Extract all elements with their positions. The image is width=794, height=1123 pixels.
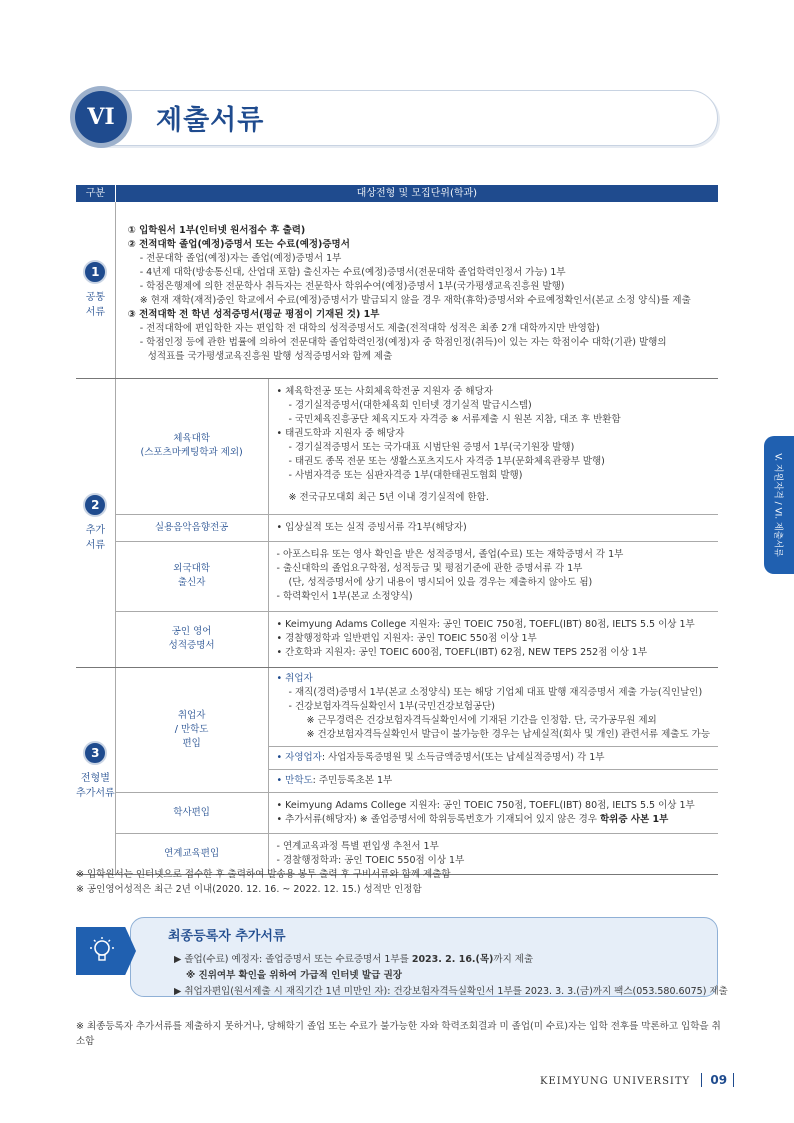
list-item: • 체육학전공 또는 사회체육학전공 지원자 중 해당자 xyxy=(276,385,493,397)
employee-section xyxy=(269,668,718,747)
chapter-side-tab[interactable] xyxy=(764,436,794,574)
side-tab-label: V. 지원자격 / VI. 제출서류 xyxy=(772,453,783,557)
final-line: ※ 진위여부 확인을 위하여 가급적 인터넷 발급 권장 xyxy=(186,970,402,981)
section-number-badge xyxy=(70,86,132,148)
table-notes xyxy=(76,867,451,897)
category-bytype xyxy=(76,667,115,874)
category-number-badge: 3 xyxy=(83,741,107,765)
sub-category-label: 외국대학 출신자 xyxy=(115,541,268,611)
foreign-docs-content xyxy=(268,541,718,611)
note-line: ※ 입학원서는 인터넷으로 접수한 후 출력하여 발송용 봉투 출력 후 구비서류와 함께 제출함 xyxy=(76,869,451,880)
col-header-category: 구분 xyxy=(76,185,115,202)
lightbulb-icon-svg xyxy=(89,936,115,966)
list-item: • 태권도학과 지원자 중 해당자 xyxy=(276,427,405,439)
list-item: - 건강보험자격득실확인서 1부(국민건강보험공단) xyxy=(288,700,495,712)
english-docs-content xyxy=(268,611,718,667)
list-item: : 주민등록초본 1부 xyxy=(312,774,393,786)
list-item-emphasis: 학위증 사본 1부 xyxy=(599,813,669,825)
sub-category-label: 연계교육편입 xyxy=(115,833,268,874)
category-label: 전형별 추가서류 xyxy=(76,772,115,799)
list-item: - 경기실적증명서 또는 국가대표 시범단원 증명서 1부(국기원장 발행) xyxy=(288,441,575,453)
table-header-row xyxy=(76,185,718,202)
page-title: 제출서류 xyxy=(156,105,265,136)
sub-category-label: 실용음악음향전공 xyxy=(115,514,268,541)
category-additional xyxy=(76,378,115,667)
final-registrants-box xyxy=(76,917,728,997)
list-item: ② 전적대학 졸업(예정)증명서 또는 수료(예정)증명서 xyxy=(127,239,350,250)
page-footer xyxy=(540,1073,734,1087)
category-number-badge: 2 xyxy=(83,493,107,517)
list-item: : 사업자등록증명원 및 소득금액증명서(또는 납세실적증명서) 각 1부 xyxy=(321,751,605,763)
list-item: 성적표를 국가평생교육진흥원 발행 성적증명서와 함께 제출 xyxy=(147,351,393,362)
col-header-content: 대상전형 및 모집단위(학과) xyxy=(115,185,718,202)
list-item: - 학력확인서 1부(본교 소정양식) xyxy=(276,590,413,602)
list-item: - 학점인정 등에 관한 법률에 의하여 전문대학 졸업학력인정(예정)자 중 학점인정(취득)이 있는 자는 학점이수 대학(기관) 발행의 xyxy=(139,337,667,348)
list-item: - 연계교육과정 특별 편입생 추천서 1부 xyxy=(276,840,439,852)
list-item-head: • 자영업자 xyxy=(276,751,322,763)
page-number: 09 xyxy=(701,1073,734,1087)
list-item: - 학점은행제에 의한 전문학사 취득자는 전문학사 학위수여(예정)증명서 1부(국가평생교육진흥원 발행) xyxy=(139,281,565,292)
additional-row-sports xyxy=(76,378,718,514)
list-item: - 태권도 종목 전문 또는 생활스포츠지도사 자격증 1부(문화체육관광부 발행) xyxy=(288,455,605,467)
additional-row-music xyxy=(76,514,718,541)
list-item: • 취업자 xyxy=(276,672,313,684)
note-line: ※ 공인영어성적은 최근 2년 이내(2020. 12. 16. ~ 2022. 12. 15.) 성적만 인정함 xyxy=(76,884,422,895)
bytype-row-bachelor xyxy=(76,792,718,833)
list-item: - 재직(경력)증명서 1부(본교 소정양식) 또는 해당 기업체 대표 발행 재직증명서 제출 가능(직인날인) xyxy=(288,686,703,698)
list-item-head: • 만학도 xyxy=(276,774,313,786)
music-docs-content xyxy=(268,514,718,541)
final-deadline: 2023. 2. 16.(목) xyxy=(411,954,494,965)
list-item: - 경찰행정학과: 공인 TOEIC 550점 이상 1부 xyxy=(276,854,465,866)
list-item: ※ 현재 재학(재적)중인 학교에서 수료(예정)증명서가 발급되지 않을 경우 재학(휴학)증명서와 수료예정확인서(본교 소정 양식)를 제출 xyxy=(139,295,691,306)
common-docs-row xyxy=(76,202,718,378)
final-line xyxy=(174,951,533,965)
footer-university: KEIMYUNG UNIVERSITY xyxy=(540,1076,691,1087)
category-common xyxy=(76,202,115,378)
final-line: ▶ 취업자편입(원서제출 시 재직기간 1년 미만인 자): 건강보험자격득실확인서 1부를 2023. 3. 3.(금)까지 팩스(053.580.6075) 제출 xyxy=(174,986,728,997)
sub-category-label: 공인 영어 성적증명서 xyxy=(115,611,268,667)
late-learner-section xyxy=(269,770,718,792)
sub-category-label: 학사편입 xyxy=(115,792,268,833)
list-item: - 출신대학의 졸업요구학점, 성적등급 및 평점기준에 관한 증명서류 각 1부 xyxy=(276,562,583,574)
list-item: - 4년제 대학(방송통신대, 산업대 포함) 출신자는 수료(예정)증명서(전문대학 졸업학력인정서 가능) 1부 xyxy=(139,267,566,278)
list-item: - 전적대학에 편입학한 자는 편입학 전 대학의 성적증명서도 제출(전적대학 성적은 최종 2개 대학까지만 반영함) xyxy=(139,323,600,334)
list-item: • Keimyung Adams College 지원자: 공인 TOEIC 750점, TOEFL(IBT) 80점, IELTS 5.5 이상 1부 xyxy=(276,799,695,811)
list-item: • Keimyung Adams College 지원자: 공인 TOEIC 750점, TOEFL(IBT) 80점, IELTS 5.5 이상 1부 xyxy=(276,618,695,630)
category-label: 추가 서류 xyxy=(85,524,106,551)
category-number-badge: 1 xyxy=(83,260,107,284)
list-item: - 국민체육진흥공단 체육지도자 자격증 ※ 서류제출 시 원본 지참, 대조 후 반환함 xyxy=(288,413,621,425)
list-item: • 간호학과 지원자: 공인 TOEIC 600점, TOEFL(IBT) 62점, NEW TEPS 252점 이상 1부 xyxy=(276,646,648,658)
list-item: (단, 성적증명서에 상기 내용이 명시되어 있을 경우는 제출하지 않아도 됨) xyxy=(288,576,593,588)
list-item: - 경기실적증명서(대한체육회 인터넷 경기실적 발급시스템) xyxy=(288,399,532,411)
final-line-text: ▶ 졸업(수료) 예정자: 졸업증명서 또는 수료증명서 1부를 xyxy=(174,954,412,965)
list-item: • 입상실적 또는 실적 증빙서류 각1부(해당자) xyxy=(276,521,467,533)
list-item: - 사범자격증 또는 심판자격증 1부(대한태권도협회 발행) xyxy=(288,469,523,481)
bytype-row-employed xyxy=(76,667,718,792)
section-header xyxy=(70,86,720,150)
section-roman-numeral: VI xyxy=(75,91,127,143)
sports-docs-content xyxy=(268,378,718,514)
common-docs-content xyxy=(115,202,718,378)
list-item: - 아포스티유 또는 영사 확인을 받은 성적증명서, 졸업(수료) 또는 재학증명서 각 1부 xyxy=(276,548,624,560)
list-item xyxy=(277,813,710,827)
sub-category-label: 체육대학 (스포츠마케팅학과 제외) xyxy=(115,378,268,514)
category-label: 공통 서류 xyxy=(85,291,106,318)
list-item: - 전문대학 졸업(예정)자는 졸업(예정)증명서 1부 xyxy=(139,253,342,264)
list-item: ① 입학원서 1부(인터넷 원서접수 후 출력) xyxy=(127,225,306,236)
lightbulb-icon xyxy=(76,927,136,975)
spacer xyxy=(277,483,710,491)
list-item: ※ 근무경력은 건강보험자격득실확인서에 기재된 기간을 인정함. 단, 국가공무원 제외 xyxy=(306,714,657,726)
final-title: 최종등록자 추가서류 xyxy=(168,929,286,944)
documents-table xyxy=(76,185,718,875)
bottom-note: ※ 최종등록자 추가서류를 제출하지 못하거나, 당해학기 졸업 또는 수료가 불가능한 자와 학력조회결과 미 졸업(미 수료)자는 입학 전후를 막론하고 입학을 취소함 xyxy=(76,1021,721,1047)
self-employed-section xyxy=(269,747,718,770)
list-item-text: • 추가서류(해당자) ※ 졸업증명서에 학위등록번호가 기재되어 있지 않은 경우 xyxy=(276,813,600,825)
list-item: • 경찰행정학과 일반편입 지원자: 공인 TOEIC 550점 이상 1부 xyxy=(276,632,537,644)
sub-category-label: 취업자 / 만학도 편입 xyxy=(115,667,268,792)
employed-docs-content xyxy=(268,667,718,792)
list-item: ③ 전적대학 전 학년 성적증명서(평균 평점이 기재된 것) 1부 xyxy=(127,309,380,320)
additional-row-foreign xyxy=(76,541,718,611)
bachelor-docs-content xyxy=(268,792,718,833)
final-line-text: 까지 제출 xyxy=(493,954,534,965)
additional-row-english xyxy=(76,611,718,667)
list-item: ※ 건강보험자격득실확인서 발급이 불가능한 경우는 납세실적(회사 및 개인) 관련서류 제출도 가능 xyxy=(306,728,710,740)
list-item: ※ 전국규모대회 최근 5년 이내 경기실적에 한함. xyxy=(288,491,489,503)
